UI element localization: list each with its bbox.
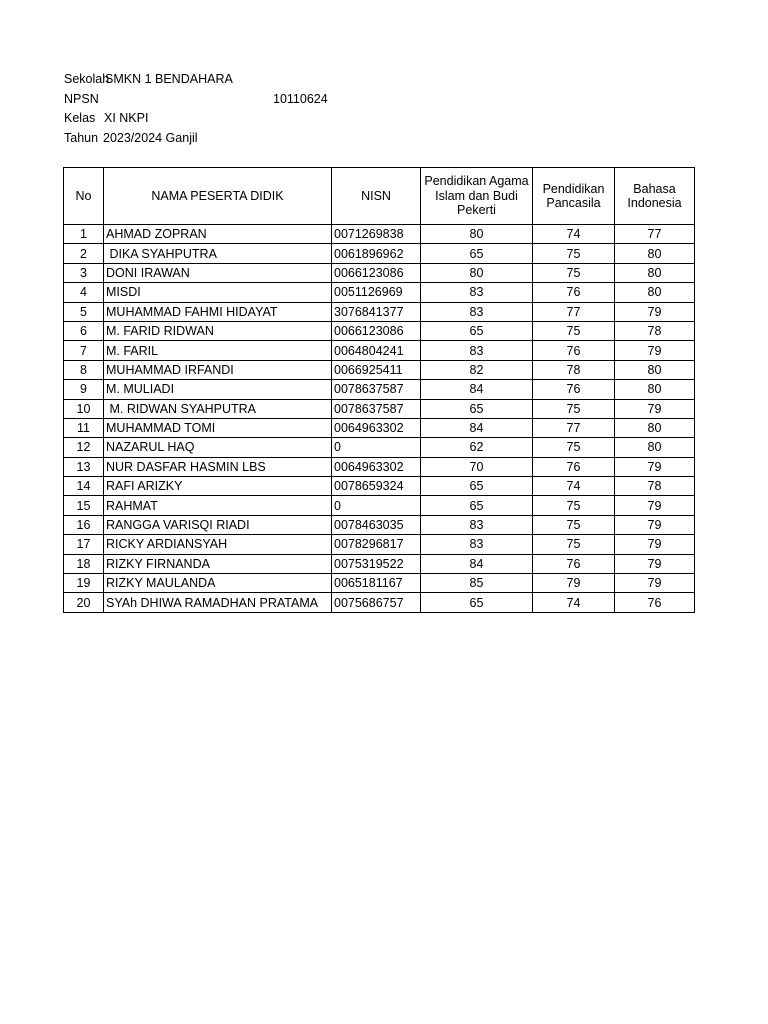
cell-bahasa: 80 <box>615 360 695 379</box>
cell-agama: 82 <box>421 360 533 379</box>
cell-agama: 83 <box>421 535 533 554</box>
cell-nama: MISDI <box>104 283 332 302</box>
cell-pancasila: 78 <box>533 360 615 379</box>
table-row <box>64 535 695 554</box>
table-row <box>64 438 695 457</box>
cell-nisn: 0078659324 <box>332 477 421 496</box>
cell-nisn: 0061896962 <box>332 244 421 263</box>
cell-pancasila: 75 <box>533 244 615 263</box>
cell-nama: M. FARIL <box>104 341 332 360</box>
cell-pancasila: 75 <box>533 321 615 340</box>
header-sekolah-row <box>64 70 233 90</box>
cell-nama: M. RIDWAN SYAHPUTRA <box>104 399 332 418</box>
cell-nama: RANGGA VARISQI RIADI <box>104 515 332 534</box>
cell-nama: MUHAMMAD FAHMI HIDAYAT <box>104 302 332 321</box>
cell-bahasa: 80 <box>615 263 695 282</box>
cell-no: 8 <box>64 360 104 379</box>
table-row <box>64 574 695 593</box>
column-header-nisn: NISN <box>332 168 421 225</box>
cell-bahasa: 80 <box>615 418 695 437</box>
cell-bahasa: 79 <box>615 341 695 360</box>
table-header-row <box>64 168 695 225</box>
table-row <box>64 244 695 263</box>
cell-pancasila: 74 <box>533 593 615 612</box>
table-row <box>64 225 695 244</box>
cell-nisn: 0075319522 <box>332 554 421 573</box>
cell-nisn: 0066123086 <box>332 321 421 340</box>
table-row <box>64 283 695 302</box>
cell-nama: M. MULIADI <box>104 380 332 399</box>
table-row <box>64 496 695 515</box>
cell-nisn: 0 <box>332 438 421 457</box>
cell-nisn: 0064963302 <box>332 418 421 437</box>
header-tahun-value: 2023/2024 Ganjil <box>103 130 198 145</box>
header-tahun-label: Tahun <box>64 130 99 145</box>
cell-agama: 84 <box>421 380 533 399</box>
cell-pancasila: 76 <box>533 341 615 360</box>
header-kelas-row <box>64 109 149 129</box>
header-kelas-label: Kelas <box>64 111 96 125</box>
cell-no: 14 <box>64 477 104 496</box>
header-tahun-row <box>64 129 198 149</box>
cell-bahasa: 79 <box>615 302 695 321</box>
cell-nisn: 0065181167 <box>332 574 421 593</box>
cell-no: 15 <box>64 496 104 515</box>
cell-nama: RAHMAT <box>104 496 332 515</box>
cell-agama: 65 <box>421 496 533 515</box>
cell-bahasa: 79 <box>615 515 695 534</box>
header-sekolah-value: SMKN 1 BENDAHARA <box>105 72 233 86</box>
cell-no: 10 <box>64 399 104 418</box>
cell-pancasila: 76 <box>533 554 615 573</box>
header-npsn-label: NPSN <box>64 91 99 106</box>
cell-bahasa: 76 <box>615 593 695 612</box>
table-row <box>64 380 695 399</box>
cell-pancasila: 75 <box>533 438 615 457</box>
cell-no: 11 <box>64 418 104 437</box>
cell-no: 19 <box>64 574 104 593</box>
cell-bahasa: 79 <box>615 535 695 554</box>
cell-pancasila: 75 <box>533 263 615 282</box>
cell-no: 17 <box>64 535 104 554</box>
table-row <box>64 263 695 282</box>
cell-nisn: 0066123086 <box>332 263 421 282</box>
cell-no: 5 <box>64 302 104 321</box>
cell-pancasila: 77 <box>533 302 615 321</box>
cell-nisn: 3076841377 <box>332 302 421 321</box>
cell-no: 16 <box>64 515 104 534</box>
table-row <box>64 515 695 534</box>
cell-nisn: 0075686757 <box>332 593 421 612</box>
cell-bahasa: 80 <box>615 438 695 457</box>
cell-no: 9 <box>64 380 104 399</box>
cell-agama: 70 <box>421 457 533 476</box>
cell-nisn: 0078296817 <box>332 535 421 554</box>
cell-nisn: 0066925411 <box>332 360 421 379</box>
cell-agama: 83 <box>421 341 533 360</box>
cell-pancasila: 79 <box>533 574 615 593</box>
cell-nama: NUR DASFAR HASMIN LBS <box>104 457 332 476</box>
grades-table <box>63 167 695 613</box>
cell-nama: DIKA SYAHPUTRA <box>104 244 332 263</box>
cell-pancasila: 74 <box>533 477 615 496</box>
header-npsn-value: 10110624 <box>273 91 328 106</box>
cell-bahasa: 80 <box>615 283 695 302</box>
table-row <box>64 457 695 476</box>
cell-no: 3 <box>64 263 104 282</box>
cell-agama: 83 <box>421 302 533 321</box>
cell-nisn: 0078637587 <box>332 380 421 399</box>
cell-no: 7 <box>64 341 104 360</box>
cell-bahasa: 80 <box>615 380 695 399</box>
table-row <box>64 341 695 360</box>
table-row <box>64 360 695 379</box>
cell-nisn: 0064804241 <box>332 341 421 360</box>
cell-bahasa: 78 <box>615 477 695 496</box>
table-row <box>64 302 695 321</box>
cell-nama: M. FARID RIDWAN <box>104 321 332 340</box>
cell-nisn: 0064963302 <box>332 457 421 476</box>
cell-no: 6 <box>64 321 104 340</box>
table-row <box>64 399 695 418</box>
cell-bahasa: 78 <box>615 321 695 340</box>
table-row <box>64 477 695 496</box>
cell-agama: 65 <box>421 321 533 340</box>
cell-no: 20 <box>64 593 104 612</box>
cell-bahasa: 77 <box>615 225 695 244</box>
cell-pancasila: 75 <box>533 399 615 418</box>
cell-nama: DONI IRAWAN <box>104 263 332 282</box>
cell-no: 2 <box>64 244 104 263</box>
cell-agama: 83 <box>421 515 533 534</box>
cell-bahasa: 79 <box>615 574 695 593</box>
cell-agama: 62 <box>421 438 533 457</box>
column-header-agama: Pendidikan Agama Islam dan Budi Pekerti <box>421 168 533 225</box>
cell-nama: RICKY ARDIANSYAH <box>104 535 332 554</box>
table-row <box>64 554 695 573</box>
cell-nama: NAZARUL HAQ <box>104 438 332 457</box>
cell-nisn: 0071269838 <box>332 225 421 244</box>
cell-nisn: 0078463035 <box>332 515 421 534</box>
table-row <box>64 321 695 340</box>
cell-pancasila: 76 <box>533 457 615 476</box>
header-kelas-value: XI NKPI <box>104 111 149 125</box>
cell-pancasila: 75 <box>533 535 615 554</box>
cell-nama: MUHAMMAD IRFANDI <box>104 360 332 379</box>
cell-bahasa: 80 <box>615 244 695 263</box>
cell-agama: 65 <box>421 244 533 263</box>
cell-nisn: 0051126969 <box>332 283 421 302</box>
cell-bahasa: 79 <box>615 496 695 515</box>
cell-nisn: 0078637587 <box>332 399 421 418</box>
table-row <box>64 418 695 437</box>
cell-no: 1 <box>64 225 104 244</box>
cell-pancasila: 74 <box>533 225 615 244</box>
cell-no: 12 <box>64 438 104 457</box>
cell-no: 13 <box>64 457 104 476</box>
column-header-pancasila: Pendidikan Pancasila <box>533 168 615 225</box>
header-npsn-row <box>64 90 328 110</box>
cell-pancasila: 77 <box>533 418 615 437</box>
cell-agama: 80 <box>421 225 533 244</box>
cell-nama: AHMAD ZOPRAN <box>104 225 332 244</box>
cell-nama: RIZKY FIRNANDA <box>104 554 332 573</box>
cell-nama: RIZKY MAULANDA <box>104 574 332 593</box>
cell-pancasila: 75 <box>533 496 615 515</box>
cell-nama: RAFI ARIZKY <box>104 477 332 496</box>
cell-agama: 84 <box>421 554 533 573</box>
grades-table-body <box>64 225 695 613</box>
cell-bahasa: 79 <box>615 457 695 476</box>
cell-agama: 65 <box>421 593 533 612</box>
cell-pancasila: 76 <box>533 283 615 302</box>
column-header-bahasa: Bahasa Indonesia <box>615 168 695 225</box>
column-header-no: No <box>64 168 104 225</box>
cell-agama: 65 <box>421 477 533 496</box>
cell-agama: 83 <box>421 283 533 302</box>
cell-bahasa: 79 <box>615 399 695 418</box>
header-sekolah-label: Sekolah <box>64 72 110 86</box>
cell-bahasa: 79 <box>615 554 695 573</box>
cell-pancasila: 75 <box>533 515 615 534</box>
cell-nama: SYAh DHIWA RAMADHAN PRATAMA <box>104 593 332 612</box>
cell-no: 18 <box>64 554 104 573</box>
column-header-nama: NAMA PESERTA DIDIK <box>104 168 332 225</box>
cell-agama: 85 <box>421 574 533 593</box>
cell-nisn: 0 <box>332 496 421 515</box>
cell-nama: MUHAMMAD TOMI <box>104 418 332 437</box>
cell-no: 4 <box>64 283 104 302</box>
document-header <box>64 70 328 148</box>
cell-agama: 65 <box>421 399 533 418</box>
cell-agama: 84 <box>421 418 533 437</box>
cell-agama: 80 <box>421 263 533 282</box>
cell-pancasila: 76 <box>533 380 615 399</box>
table-row <box>64 593 695 612</box>
